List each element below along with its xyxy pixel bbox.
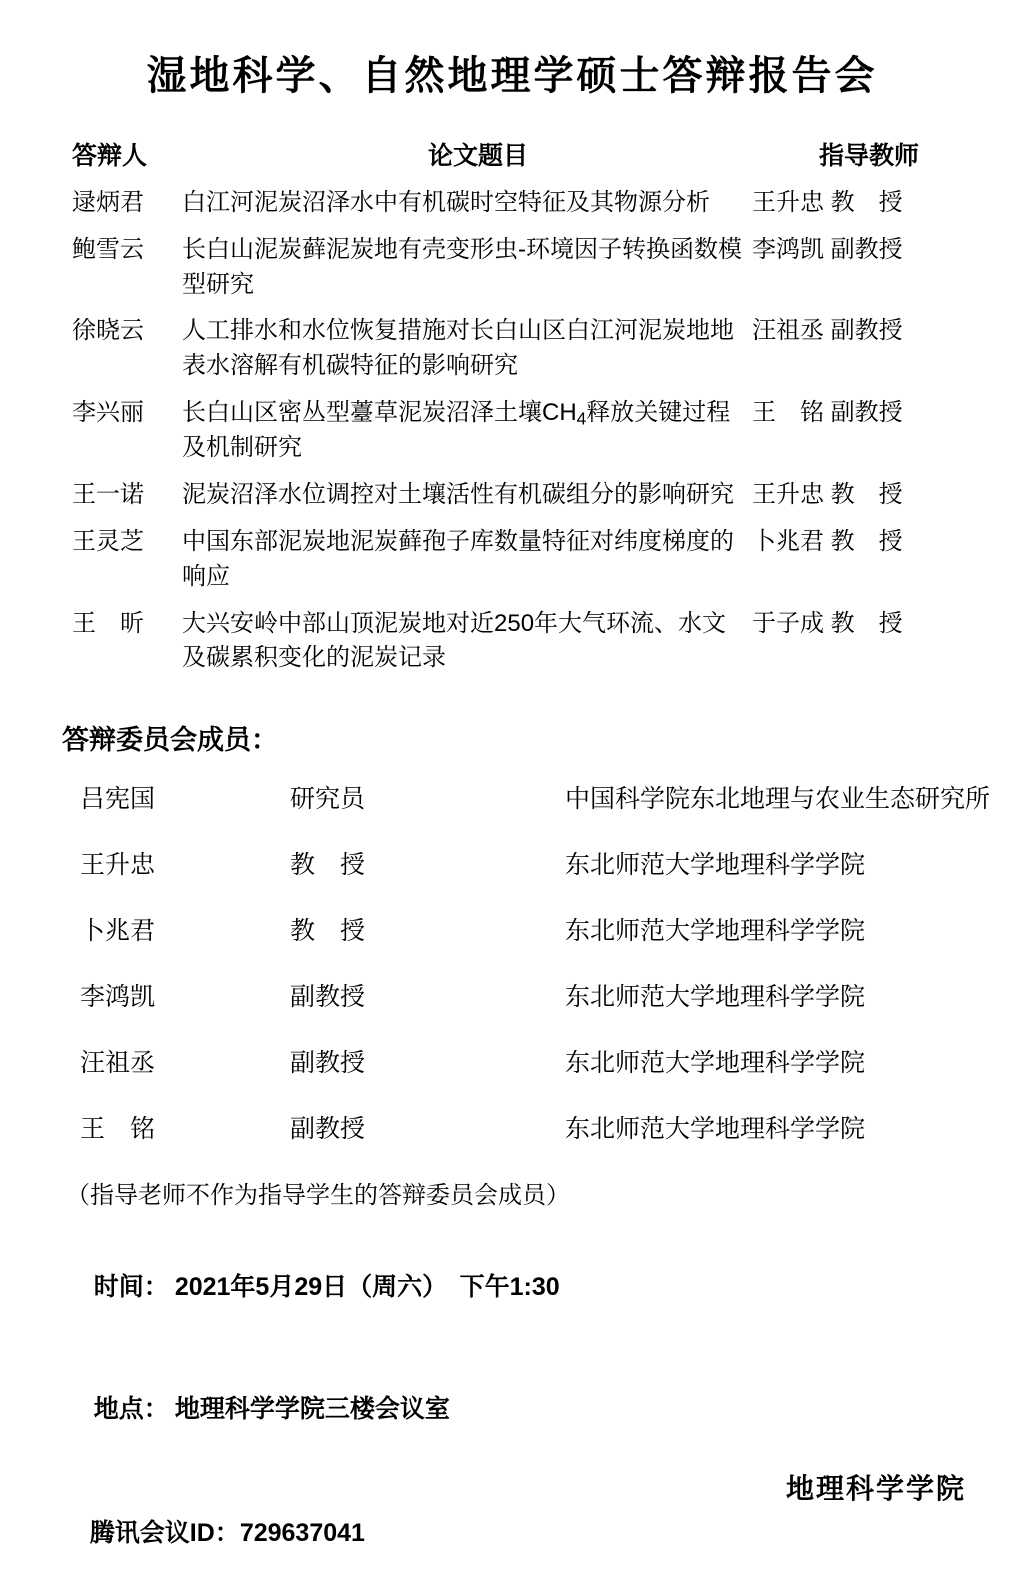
adviser-name: 王 铭 副教授 (752, 398, 903, 426)
member-rank: 副教授 (290, 983, 366, 1012)
list-item (80, 1109, 1024, 1145)
list-item (80, 1043, 1024, 1079)
thesis-topic: 大兴安岭中部山顶泥炭地对近250年大气环流、水文及碳累积变化的泥炭记录 (182, 609, 727, 672)
committee-heading: 答辩委员会成员： (62, 725, 278, 756)
adviser-name: 汪祖丞 副教授 (752, 317, 903, 345)
student-name: 王一诺 (72, 481, 144, 509)
table-row (72, 478, 1002, 513)
student-name: 徐晓云 (72, 317, 144, 345)
document-page (0, 52, 1024, 1548)
thesis-topic-pre: 长白山区密丛型薹草泥炭沼泽土壤CH (182, 398, 577, 426)
table-row (72, 186, 1002, 221)
table-row (72, 314, 1002, 384)
table-row (72, 396, 1002, 466)
column-header-adviser: 指导教师 (818, 142, 919, 170)
committee-list (0, 779, 1024, 1145)
member-name: 王升忠 (80, 851, 156, 880)
place-label: 地点： (93, 1395, 169, 1424)
organization-signature: 地理科学学院 (785, 1472, 966, 1505)
list-item (80, 779, 1024, 815)
member-organization: 东北师范大学地理科学学院 (565, 983, 866, 1012)
member-rank: 副教授 (290, 1049, 366, 1078)
member-rank: 教 授 (290, 851, 366, 880)
thesis-topic (182, 396, 752, 466)
defense-table-header (0, 136, 1024, 172)
member-organization: 中国科学院东北地理与农业生态研究所 (565, 785, 991, 814)
member-rank: 教 授 (290, 917, 366, 946)
time-value: 2021年5月29日（周六） 下午1:30 (174, 1273, 560, 1302)
member-name: 王 铭 (80, 1115, 156, 1144)
member-organization: 东北师范大学地理科学学院 (565, 851, 866, 880)
student-name: 李兴丽 (72, 398, 144, 426)
committee-note: （指导老师不作为指导学生的答辩委员会成员） (66, 1182, 570, 1210)
thesis-topic: 中国东部泥炭地泥炭藓孢子库数量特征对纬度梯度的响应 (182, 527, 734, 590)
place-value: 地理科学学院三楼会议室 (174, 1395, 450, 1424)
defense-table-body (0, 186, 1024, 676)
table-row (72, 607, 1002, 677)
list-item (80, 977, 1024, 1013)
adviser-name: 于子成 教 授 (752, 609, 903, 637)
student-name: 王灵芝 (72, 527, 144, 555)
adviser-name: 李鸿凯 副教授 (752, 235, 903, 263)
member-organization: 东北师范大学地理科学学院 (565, 1049, 866, 1078)
place-line (0, 1360, 1024, 1454)
time-label: 时间： (93, 1273, 169, 1302)
adviser-name: 王升忠 教 授 (752, 189, 903, 216)
column-header-topic: 论文题目 (427, 142, 528, 170)
member-rank: 副教授 (290, 1115, 366, 1144)
member-name: 卜兆君 (80, 917, 156, 946)
student-name: 逯炳君 (72, 189, 144, 216)
list-item (80, 911, 1024, 947)
adviser-name: 王升忠 教 授 (752, 481, 903, 509)
member-organization: 东北师范大学地理科学学院 (565, 1115, 866, 1144)
list-item (80, 845, 1024, 881)
student-name: 王 昕 (72, 609, 144, 637)
page-title: 湿地科学、自然地理学硕士答辩报告会 (146, 52, 878, 99)
table-row (72, 525, 1002, 595)
student-name: 鲍雪云 (72, 235, 144, 263)
thesis-topic: 泥炭沼泽水位调控对土壤活性有机碳组分的影响研究 (182, 481, 734, 509)
member-rank: 研究员 (290, 785, 366, 814)
member-name: 李鸿凯 (80, 983, 156, 1012)
thesis-topic-post: 释放关键过程及机制研究 (182, 398, 731, 462)
thesis-topic-subscript: 4 (576, 408, 587, 429)
thesis-topic: 白江河泥炭沼泽水中有机碳时空特征及其物源分析 (182, 189, 710, 216)
thesis-topic: 人工排水和水位恢复措施对长白山区白江河泥炭地地表水溶解有机碳特征的影响研究 (182, 317, 734, 380)
thesis-topic: 长白山泥炭藓泥炭地有壳变形虫-环境因子转换函数模型研究 (182, 235, 742, 298)
meeting-id-value: 729637041 (239, 1519, 365, 1548)
member-organization: 东北师范大学地理科学学院 (565, 917, 866, 946)
time-line (0, 1238, 1024, 1332)
adviser-name: 卜兆君 教 授 (752, 527, 903, 555)
meeting-id-label: 腾讯会议ID： (89, 1519, 240, 1548)
member-name: 汪祖丞 (80, 1049, 156, 1078)
member-name: 吕宪国 (80, 785, 156, 814)
column-header-name: 答辩人 (72, 142, 148, 170)
table-row (72, 233, 1002, 303)
